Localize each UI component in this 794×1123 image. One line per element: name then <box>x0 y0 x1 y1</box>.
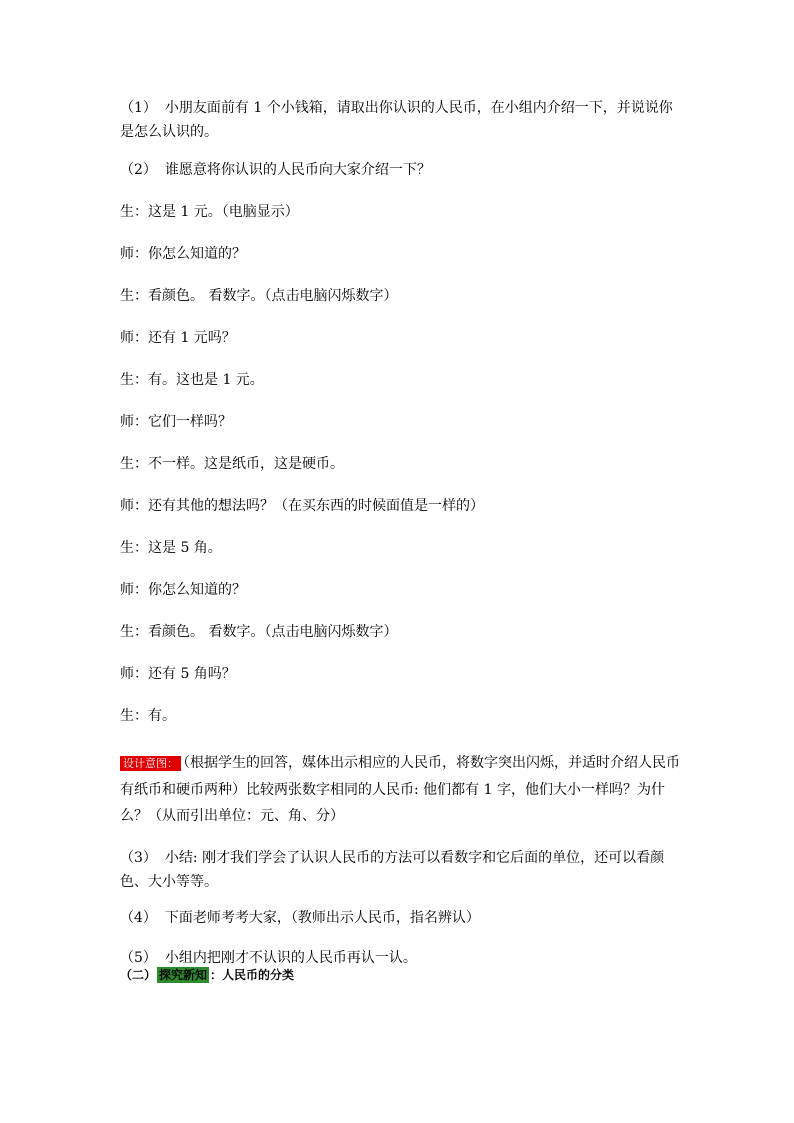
dialogue-text: 师：你怎么知道的？ <box>120 582 246 598</box>
dialogue-line <box>120 200 680 224</box>
dialogue-line <box>120 578 680 602</box>
dialogue-text: 生：这是 5 角。 <box>120 540 222 556</box>
design-intent-label: 设计意图： <box>120 756 181 771</box>
dialogue-line <box>120 410 680 434</box>
dialogue-text: 师：你怎么知道的？ <box>120 246 246 262</box>
dialogue-text: 生：有。这也是 1 元。 <box>120 372 264 388</box>
dialogue-line <box>120 326 680 350</box>
paragraph-number: （1） <box>120 100 157 116</box>
design-intent-text: （根据学生的回答，媒体出示相应的人民币，将数字突出闪烁，并适时介绍人民币有纸币和硬币两种）比较两张数字相同的人民币: 他们都有 1 字，他们大小一样吗？为什么？（从而引出单位：元、角、分） <box>120 755 680 824</box>
dialogue-line <box>120 494 680 518</box>
design-intent <box>120 750 680 829</box>
dialogue-text: 师：还有 1 元吗？ <box>120 330 236 346</box>
section-highlight: 探究新知 <box>159 968 208 982</box>
paragraph-number: （2） <box>120 162 157 178</box>
dialogue-line <box>120 368 680 392</box>
paragraph-text: 小朋友面前有 1 个小钱箱，请取出你认识的人民币，在小组内介绍一下，并说说你是怎么认识的。 <box>120 100 673 140</box>
dialogue-line <box>120 242 680 266</box>
dialogue-text: 生：有。 <box>120 708 176 724</box>
dialogue-text: 师：它们一样吗？ <box>120 414 232 430</box>
dialogue-line <box>120 662 680 686</box>
paragraph-4 <box>120 906 680 930</box>
dialogue-text: 生：这是 1 元。（电脑显示） <box>120 204 299 220</box>
paragraph-text: 小结: 刚才我们学会了认识人民币的方法可以看数字和它后面的单位，还可以看颜色、大小等等。 <box>120 850 665 890</box>
paragraph-text: 小组内把刚才不认识的人民币再认一认。 <box>164 950 417 966</box>
section-title: ：人民币的分类 <box>210 968 295 982</box>
dialogue-line <box>120 284 680 308</box>
paragraph-number: （3） <box>120 850 157 866</box>
dialogue-line <box>120 620 680 644</box>
paragraph-number: （4） <box>120 910 157 926</box>
dialogue-text: 生：看颜色。 看数字。（点击电脑闪烁数字） <box>120 288 398 304</box>
section-number: （二） <box>120 968 157 982</box>
dialogue-text: 生：不一样。这是纸币，这是硬币。 <box>120 456 344 472</box>
dialogue-text: 师：还有 5 角吗？ <box>120 666 236 682</box>
dialogue-text: 师：还有其他的想法吗？（在买东西的时候面值是一样的） <box>120 498 484 514</box>
paragraph-text: 谁愿意将你认识的人民币向大家介绍一下？ <box>164 162 431 178</box>
dialogue-line <box>120 452 680 476</box>
paragraph-2 <box>120 158 680 182</box>
section-heading <box>120 966 294 984</box>
paragraph-1 <box>120 96 680 144</box>
paragraph-text: 下面老师考考大家，（教师出示人民币，指名辨认） <box>164 910 480 926</box>
dialogue-line <box>120 536 680 560</box>
dialogue-line <box>120 704 680 728</box>
dialogue-text: 生：看颜色。 看数字。（点击电脑闪烁数字） <box>120 624 398 640</box>
paragraph-3 <box>120 846 680 894</box>
paragraph-number: （5） <box>120 950 157 966</box>
